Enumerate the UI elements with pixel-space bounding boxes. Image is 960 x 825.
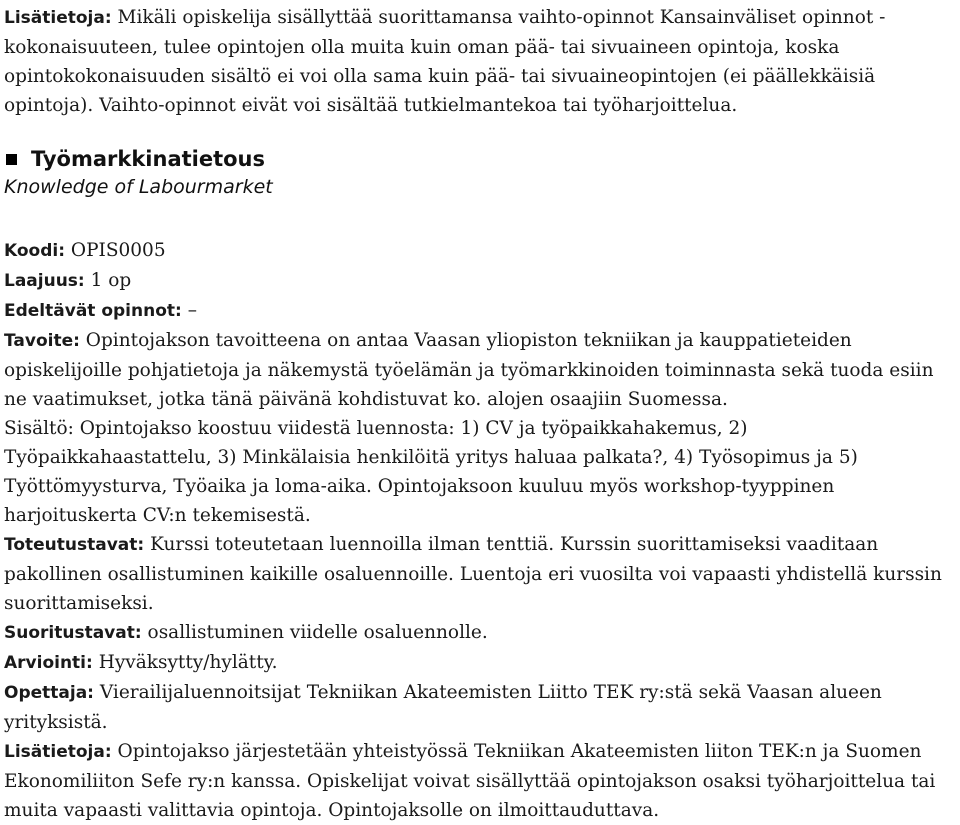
- info-text: Opintojakso järjestetään yhteistyössä Tekniikan Akateemisten liiton TEK:n ja Suomen Ekonomiliiton Sefe ry:n kanssa. Opiskelijat voivat sisällyttää opintojakson osaksi työharjoittelua tai muita vapaasti valittavia opintoja. Opintojaksolle on ilmoittauduttava.: [4, 741, 936, 821]
- completion-paragraph: [4, 618, 960, 648]
- goal-label: Tavoite:: [4, 331, 80, 351]
- goal-text: Opintojakson tavoitteena on antaa Vaasan yliopiston tekniikan ja kauppatieteiden opiskelijoille pohjatietoja ja näkemystä työelämän ja työmarkkinoiden toiminnasta sekä tuoda esiin ne vaatimukset, jotka tänä päivänä kohdistuvat ko. alojen osaajiin Suomessa.: [4, 330, 934, 410]
- teacher-label: Opettaja:: [4, 683, 94, 703]
- delivery-paragraph: [4, 530, 960, 618]
- scope-label: Laajuus:: [4, 271, 85, 291]
- intro-text: Mikäli opiskelija sisällyttää suorittamansa vaihto-opinnot Kansainväliset opinnot -kokonaisuuteen, tulee opintojen olla muita kuin oman pää- tai sivuaineen opintoja, koska opintokokonaisuuden sisältö ei voi olla sama kuin pää- tai sivuaineopintojen (ei päällekkäisiä opintoja). Vaihto-opinnot eivät voi sisältää tutkielmantekoa tai työharjoittelua.: [4, 7, 886, 116]
- completion-label: Suoritustavat:: [4, 623, 142, 643]
- course-heading-block: [4, 144, 960, 200]
- code-line: [4, 236, 960, 266]
- delivery-label: Toteutustavat:: [4, 535, 145, 555]
- prereq-line: [4, 296, 960, 326]
- course-title: [4, 144, 960, 174]
- course-meta: [4, 236, 960, 326]
- completion-text: osallistuminen viidelle osaluennolle.: [141, 622, 488, 643]
- teacher-text: Vierailijaluennoitsijat Tekniikan Akateemisten Liitto TEK ry:stä sekä Vaasan alueen yrityksistä.: [4, 682, 882, 733]
- square-bullet-icon: [6, 154, 17, 165]
- code-label: Koodi:: [4, 241, 66, 261]
- scope-value: 1 op: [84, 270, 132, 291]
- delivery-text: Kurssi toteutetaan luennoilla ilman tenttiä. Kurssin suorittamiseksi vaaditaan pakollinen osallistuminen kaikille osaluennoille. Luentoja eri vuosilta voi vapaasti yhdistellä kurssin suorittamiseksi.: [4, 534, 942, 614]
- info-paragraph: [4, 737, 960, 825]
- teacher-paragraph: [4, 678, 960, 737]
- intro-section: [4, 0, 960, 120]
- grading-text: Hyväksytty/hylätty.: [92, 652, 278, 673]
- course-title-text: Työmarkkinatietous: [31, 147, 266, 171]
- prereq-label: Edeltävät opinnot:: [4, 301, 182, 321]
- content-paragraph: Sisältö: Opintojakso koostuu viidestä luennosta: 1) CV ja työpaikkahakemus, 2) Työpaikkahaastattelu, 3) Minkälaisia henkilöitä yritys haluaa palkata?, 4) Työsopimus ja 5) Työttömyysturva, Työaika ja loma-aika. Opintojaksoon kuuluu myös workshop-tyyppinen harjoituskerta CV:n tekemisestä.: [4, 418, 858, 526]
- scope-line: [4, 266, 960, 296]
- prereq-value: –: [181, 300, 197, 321]
- course-subtitle: Knowledge of Labourmarket: [4, 176, 273, 198]
- grading-label: Arviointi:: [4, 653, 93, 673]
- intro-paragraph: [4, 3, 960, 120]
- grading-paragraph: [4, 648, 960, 678]
- goal-paragraph: [4, 326, 960, 414]
- course-description: [4, 326, 960, 825]
- info-label: Lisätietoja:: [4, 742, 112, 762]
- intro-label: Lisätietoja:: [4, 8, 112, 28]
- code-value: OPIS0005: [65, 240, 166, 261]
